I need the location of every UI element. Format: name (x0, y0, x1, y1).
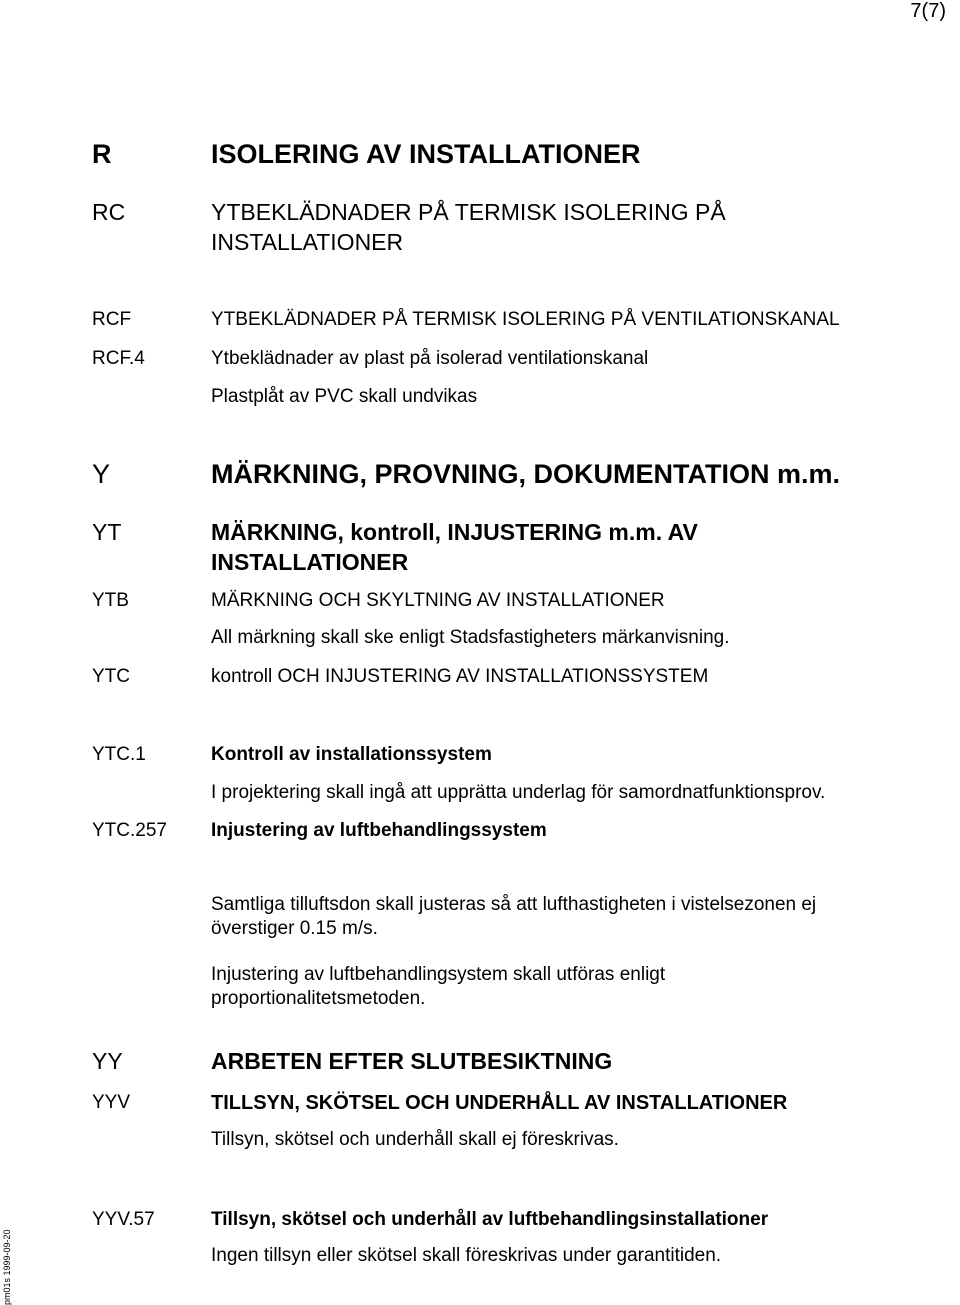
page-number: 7(7) (910, 0, 946, 22)
section-heading: ISOLERING AV INSTALLATIONER (211, 139, 641, 169)
section-heading: TILLSYN, SKÖTSEL OCH UNDERHÅLL AV INSTALLATIONER (211, 1092, 788, 1114)
section-heading: YTBEKLÄDNADER PÅ TERMISK ISOLERING PÅ INSTALLATIONER (211, 199, 726, 255)
section-code: YTB (92, 590, 129, 611)
section-code: YTC (92, 666, 130, 687)
section-code: R (92, 139, 112, 169)
section-code: YT (92, 519, 122, 545)
section-heading: kontroll OCH INJUSTERING AV INSTALLATIONSSYSTEM (211, 666, 709, 687)
section-body-text: Samtliga tilluftsdon skall justeras så att lufthastigheten i vistelsezonen ej överstiger 0.15 m/s. (211, 894, 817, 939)
section-heading: YTBEKLÄDNADER PÅ TERMISK ISOLERING PÅ VENTILATIONSKANAL (211, 309, 840, 330)
section-code: YYV.57 (92, 1209, 155, 1230)
section-heading: Kontroll av installationssystem (211, 744, 492, 765)
section-code: RC (92, 199, 126, 225)
section-body-text: Ingen tillsyn eller skötsel skall föreskrivas under garantitiden. (211, 1245, 722, 1266)
section-body-text: I projektering skall ingå att upprätta underlag för samordnatfunktionsprov. (211, 782, 826, 803)
section-body-text: Injustering av luftbehandlingsystem skall utföras enligt proportionalitetsmetoden. (211, 964, 666, 1009)
section-code: YYV (92, 1092, 131, 1113)
section-body-text: Plastplåt av PVC skall undvikas (211, 386, 478, 407)
section-heading: Tillsyn, skötsel och underhåll av luftbehandlingsinstallationer (211, 1209, 769, 1230)
section-code: RCF.4 (92, 348, 145, 369)
section-body-text: Tillsyn, skötsel och underhåll skall ej föreskrivas. (211, 1129, 619, 1150)
section-heading: Ytbeklädnader av plast på isolerad ventilationskanal (211, 348, 649, 369)
section-code: RCF (92, 309, 132, 330)
section-code: YTC.1 (92, 744, 146, 765)
section-heading: Injustering av luftbehandlingssystem (211, 820, 547, 841)
section-code: YTC.257 (92, 820, 167, 841)
section-heading: MÄRKNING OCH SKYLTNING AV INSTALLATIONER (211, 590, 665, 611)
section-heading: MÄRKNING, kontroll, INJUSTERING m.m. AV INSTALLATIONER (211, 519, 698, 575)
section-code: YY (92, 1048, 123, 1074)
section-heading: MÄRKNING, PROVNING, DOKUMENTATION m.m. (211, 459, 841, 489)
section-body-text: All märkning skall ske enligt Stadsfastigheters märkanvisning. (211, 627, 730, 648)
section-code: Y (92, 459, 111, 489)
section-heading: ARBETEN EFTER SLUTBESIKTNING (211, 1048, 613, 1074)
side-stamp: pm01s 1999-09-20 (2, 1229, 12, 1305)
